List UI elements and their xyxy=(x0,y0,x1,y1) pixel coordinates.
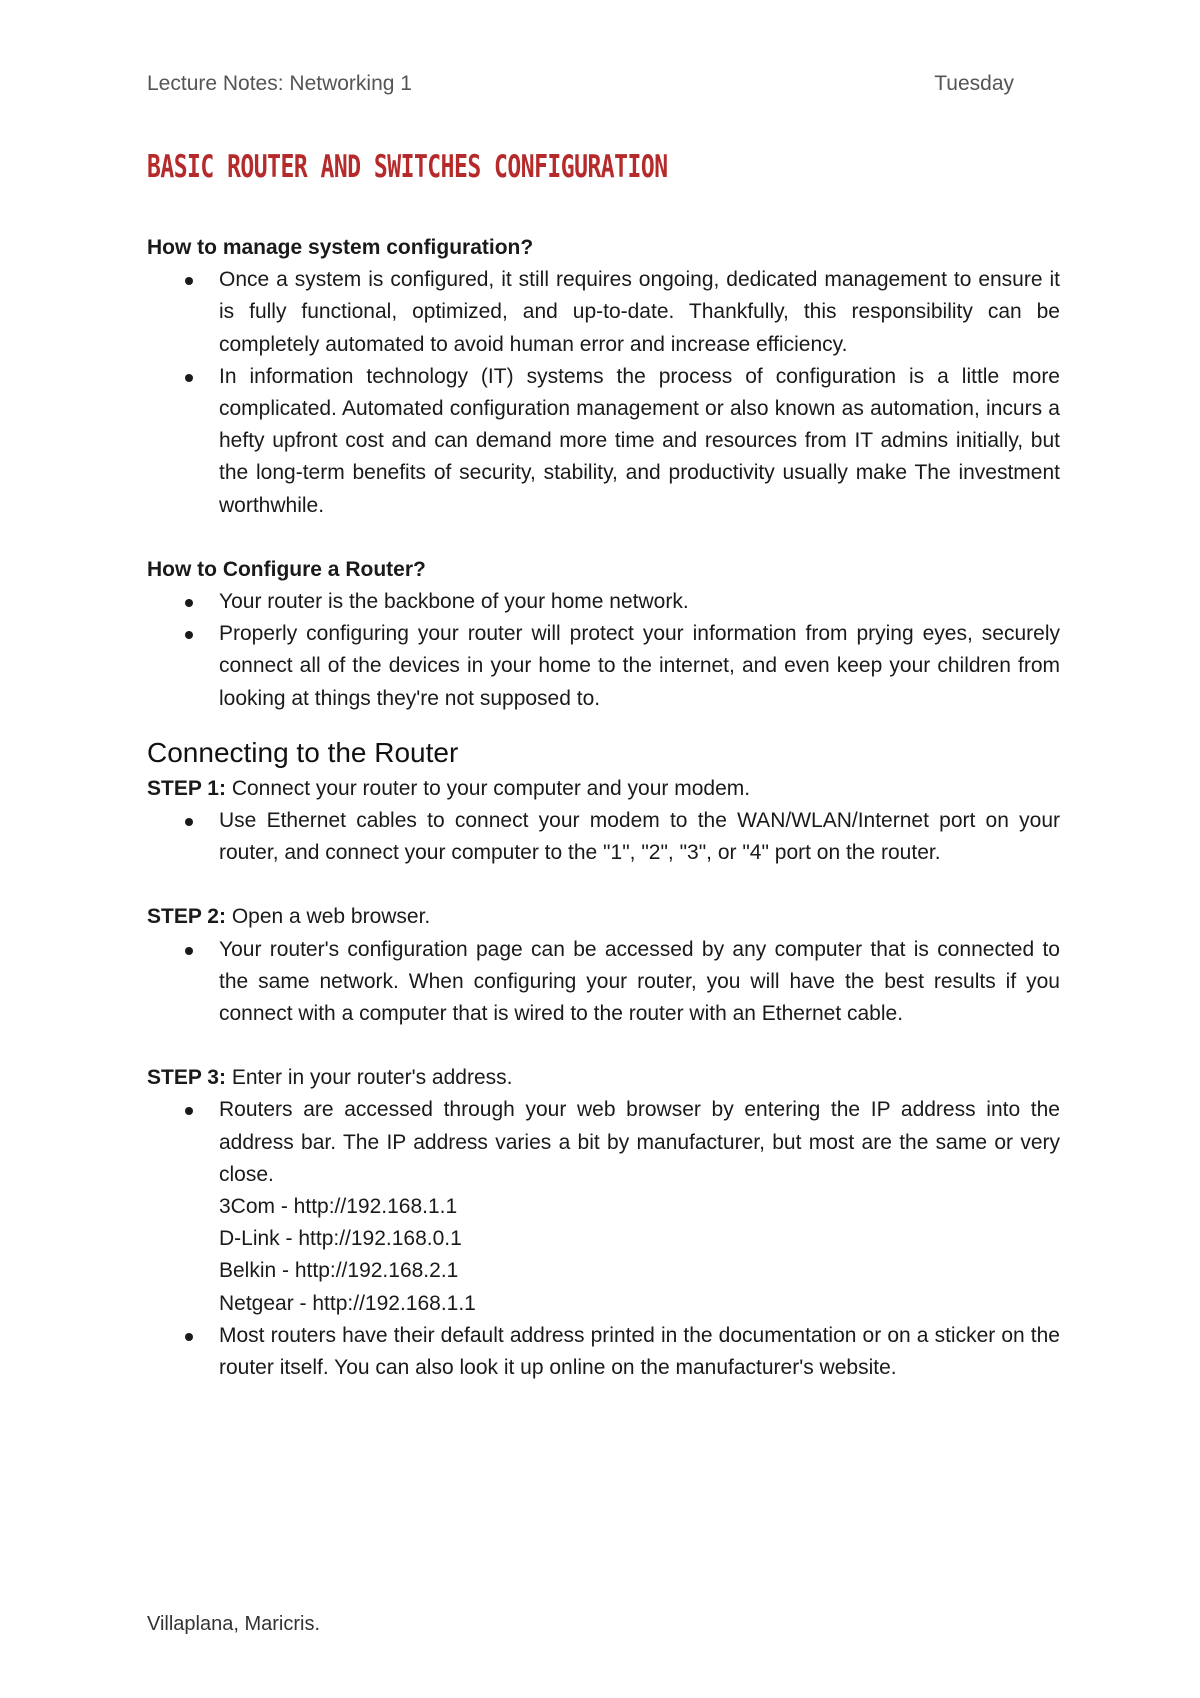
list-item: Once a system is configured, it still requires ongoing, dedicated management to ensure it is fully functional, optimized, and up-to-date. Thankfully, this responsibility can be completely automated to avoid human error and increase efficiency. xyxy=(147,264,1060,361)
list-item: Properly configuring your router will protect your information from prying eyes, securely connect all of the devices in your home to the internet, and even keep your children from looking at things they're not supposed to. xyxy=(147,618,1060,715)
bullet-icon xyxy=(185,1333,193,1341)
step-label: STEP 1: xyxy=(147,776,226,800)
footer-author: Villaplana, Maricris. xyxy=(147,1613,321,1635)
bullet-list xyxy=(147,264,1060,522)
bullet-icon xyxy=(185,818,193,826)
bullet-list xyxy=(147,586,1060,715)
bullet-list xyxy=(147,1094,1060,1191)
list-item: Routers are accessed through your web browser by entering the IP address into the address bar. The IP address varies a bit by manufacturer, but most are the same or very close. xyxy=(147,1094,1060,1191)
bullet-list xyxy=(147,805,1060,869)
step-1: STEP 1: Connect your router to your computer and your modem. xyxy=(147,776,751,800)
step-label: STEP 2: xyxy=(147,905,226,929)
bullet-icon xyxy=(185,631,193,639)
list-item: In information technology (IT) systems the process of configuration is a little more complicated. Automated configuration management or also known as automation, incurs a hefty upfront cost and can demand more time and resources from IT admins initially, but the long-term benefits of security, stability, and productivity usually make The investment worthwhile. xyxy=(147,361,1060,522)
section-heading: Connecting to the Router xyxy=(147,736,459,768)
question-configure-router: How to Configure a Router? xyxy=(147,557,426,581)
step-2: STEP 2: Open a web browser. xyxy=(147,905,431,929)
document-body xyxy=(147,232,1060,1384)
list-item: Your router is the backbone of your home network. xyxy=(147,586,1060,618)
bullet-icon xyxy=(185,374,193,382)
router-address: Belkin - http://192.168.2.1 xyxy=(219,1259,459,1283)
bullet-icon xyxy=(185,947,193,955)
question-system-configuration: How to manage system configuration? xyxy=(147,236,534,259)
router-address: 3Com - http://192.168.1.1 xyxy=(219,1195,458,1219)
bullet-icon xyxy=(185,1107,193,1115)
list-item: Most routers have their default address printed in the documentation or on a sticker on the router itself. You can also look it up online on the manufacturer's website. xyxy=(147,1320,1060,1384)
list-item: Use Ethernet cables to connect your modem to the WAN/WLAN/Internet port on your router, and connect your computer to the "1", "2", "3", or "4" port on the router. xyxy=(147,805,1060,869)
bullet-list xyxy=(147,1320,1060,1384)
router-address: Netgear - http://192.168.1.1 xyxy=(219,1291,476,1315)
bullet-list xyxy=(147,934,1060,1031)
header-day: Tuesday xyxy=(934,72,1014,95)
header-course: Lecture Notes: Networking 1 xyxy=(147,72,412,95)
router-address: D-Link - http://192.168.0.1 xyxy=(219,1227,462,1251)
list-item: Your router's configuration page can be accessed by any computer that is connected to the same network. When configuring your router, you will have the best results if you connect with a computer that is wired to the router with an Ethernet cable. xyxy=(147,934,1060,1031)
step-3: STEP 3: Enter in your router's address. xyxy=(147,1066,513,1090)
bullet-icon xyxy=(185,599,193,607)
page-title: BASIC ROUTER AND SWITCHES CONFIGURATION xyxy=(147,150,668,186)
bullet-icon xyxy=(185,277,193,285)
step-label: STEP 3: xyxy=(147,1066,226,1090)
